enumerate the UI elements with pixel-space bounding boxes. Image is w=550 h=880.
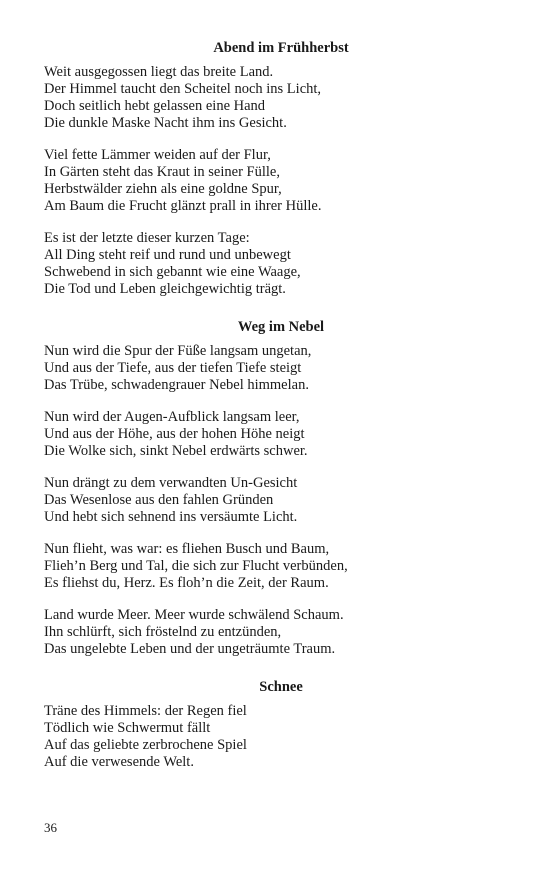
stanza [44, 343, 516, 394]
stanza [44, 607, 516, 658]
verse-line: Ihn schlürft, sich fröstelnd zu entzünden, [44, 624, 282, 640]
verse-line: Tödlich wie Schwermut fällt [44, 720, 211, 736]
verse-line: In Gärten steht das Kraut in seiner Fülle, [44, 164, 280, 180]
stanza [44, 703, 516, 771]
verse-line: Und hebt sich sehnend ins versäumte Licht. [44, 509, 298, 525]
stanza [44, 475, 516, 526]
poem-weg-im-nebel [44, 317, 516, 658]
verse-line: Am Baum die Frucht glänzt prall in ihrer Hülle. [44, 198, 322, 214]
stanza [44, 147, 516, 215]
verse-line: Die dunkle Maske Nacht ihm ins Gesicht. [44, 115, 287, 131]
verse-line: Das Trübe, schwadengrauer Nebel himmelan. [44, 377, 309, 393]
verse-line: Nun wird der Augen-Aufblick langsam leer, [44, 409, 300, 425]
verse-line: Land wurde Meer. Meer wurde schwälend Schaum. [44, 607, 344, 623]
verse-line: Auf die verwesende Welt. [44, 754, 194, 770]
verse-line: All Ding steht reif und rund und unbewegt [44, 247, 291, 263]
page-content [44, 38, 516, 771]
verse-line: Es ist der letzte dieser kurzen Tage: [44, 230, 250, 246]
verse-line: Weit ausgegossen liegt das breite Land. [44, 64, 274, 80]
page-number: 36 [44, 820, 57, 835]
verse-line: Auf das geliebte zerbrochene Spiel [44, 737, 247, 753]
poem-abend-im-fruehherbst [44, 38, 516, 298]
poem-title: Weg im Nebel [237, 319, 325, 335]
verse-line: Und aus der Tiefe, aus der tiefen Tiefe steigt [44, 360, 302, 376]
stanza [44, 230, 516, 298]
verse-line: Flieh’n Berg und Tal, die sich zur Flucht verbünden, [44, 558, 348, 574]
verse-line: Die Wolke sich, sinkt Nebel erdwärts schwer. [44, 443, 308, 459]
verse-line: Und aus der Höhe, aus der hohen Höhe neigt [44, 426, 305, 442]
poem-title: Abend im Frühherbst [213, 40, 349, 56]
verse-line: Nun flieht, was war: es fliehen Busch und Baum, [44, 541, 330, 557]
verse-line: Träne des Himmels: der Regen fiel [44, 703, 247, 719]
verse-line: Das ungelebte Leben und der ungeträumte Traum. [44, 641, 336, 657]
verse-line: Der Himmel taucht den Scheitel noch ins Licht, [44, 81, 322, 97]
verse-line: Die Tod und Leben gleichgewichtig trägt. [44, 281, 286, 297]
poem-schnee [44, 677, 516, 771]
verse-line: Nun wird die Spur der Füße langsam ungetan, [44, 343, 312, 359]
verse-line: Das Wesenlose aus den fahlen Gründen [44, 492, 274, 508]
verse-line: Viel fette Lämmer weiden auf der Flur, [44, 147, 271, 163]
stanza [44, 409, 516, 460]
poem-title: Schnee [259, 679, 303, 695]
verse-line: Schwebend in sich gebannt wie eine Waage, [44, 264, 301, 280]
verse-line: Doch seitlich hebt gelassen eine Hand [44, 98, 266, 114]
verse-line: Nun drängt zu dem verwandten Un-Gesicht [44, 475, 298, 491]
verse-line: Herbstwälder ziehn als eine goldne Spur, [44, 181, 282, 197]
verse-line: Es fliehst du, Herz. Es floh’n die Zeit, der Raum. [44, 575, 329, 591]
stanza [44, 64, 516, 132]
stanza [44, 541, 516, 592]
